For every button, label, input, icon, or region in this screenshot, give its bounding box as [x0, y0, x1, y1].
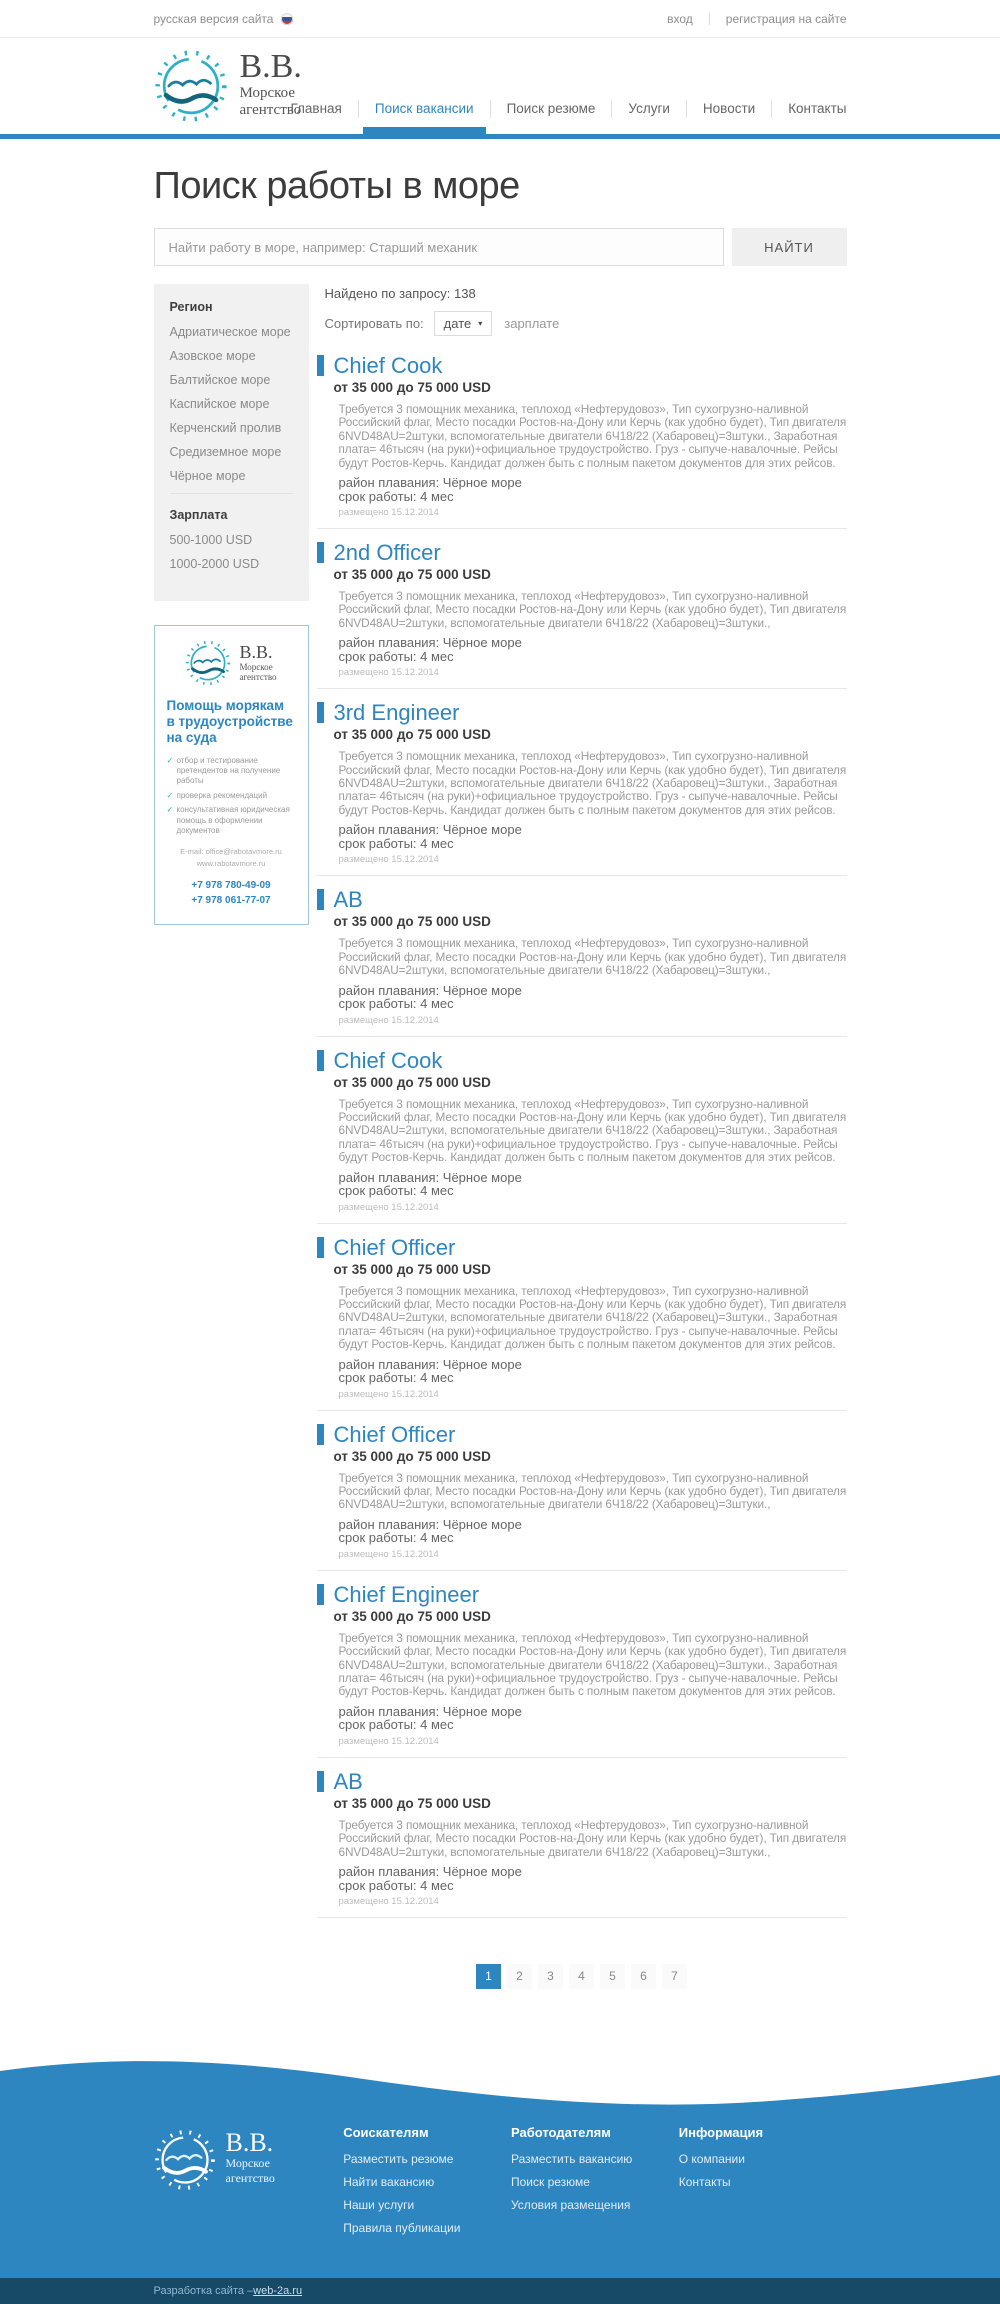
- search-button[interactable]: НАЙТИ: [732, 228, 847, 266]
- banner-heading: Помощь морякам в трудоустройстве на суда: [166, 698, 293, 746]
- pagination: [317, 1964, 847, 1989]
- title-marker: [317, 355, 324, 376]
- job-term: срок работы: 4 мес: [338, 488, 454, 504]
- wave-decoration: [0, 2049, 1000, 2119]
- footer-link-placement-terms[interactable]: Условия размещения: [510, 2198, 631, 2213]
- footer-link-find-vacancy[interactable]: Найти вакансию: [343, 2175, 435, 2190]
- filter-region-kerch[interactable]: Керченский пролив: [169, 421, 282, 435]
- bottom-credits-bar: [0, 2278, 1000, 2304]
- chevron-down-icon: ▾: [478, 319, 483, 328]
- footer-link-publication-rules[interactable]: Правила публикации: [343, 2221, 461, 2236]
- title-marker: [317, 542, 324, 563]
- title-marker: [317, 1237, 324, 1258]
- job-title-text: Chief Cook: [333, 353, 443, 378]
- job-sailing-area: район плавания: Чёрное море: [338, 635, 522, 651]
- job-salary: от 35 000 до 75 000 USD: [333, 1448, 491, 1464]
- footer-logo-word-2: агентство: [225, 2170, 275, 2185]
- job-sailing-area: район плавания: Чёрное море: [338, 982, 522, 998]
- job-term: срок работы: 4 мес: [338, 1717, 454, 1733]
- sort-selected-value: дате: [443, 316, 472, 331]
- anchor-sun-logo-icon: [154, 2129, 216, 2191]
- results-count: Найдено по запросу: 138: [324, 286, 476, 301]
- nav-item-home[interactable]: [274, 100, 357, 118]
- job-sailing-area: район плавания: Чёрное море: [338, 822, 522, 838]
- footer-link-post-vacancy[interactable]: Разместить вакансию: [510, 2152, 633, 2167]
- job-description: Требуется 3 помощник механика, теплоход «Нефтерудовоз», Тип сухогрузно-наливной Российский флаг, Место посадки Ростов-на-Дону или Керчь (как удобно будет), Тип двигателя 6NVD48AU=2штуки, вспомогательные двигатели 6Ч18/22 (Хабаровец)=3штуки.,: [338, 1817, 847, 1859]
- job-term: срок работы: 4 мес: [338, 1877, 454, 1893]
- job-salary: от 35 000 до 75 000 USD: [333, 1261, 491, 1277]
- job-salary: от 35 000 до 75 000 USD: [333, 1608, 491, 1624]
- job-card: [317, 342, 847, 529]
- banner-bullet: ✓ отбор и тестирование претендентов на получение работы: [167, 756, 296, 787]
- developer-site-link[interactable]: web-2a.ru: [253, 2285, 303, 2298]
- banner-bullet: ✓ консультативная юридическая помощь в оформлении документов: [167, 805, 296, 836]
- pagination-page-5[interactable]: 5: [600, 1964, 625, 1989]
- job-description: Требуется 3 помощник механика, теплоход «Нефтерудовоз», Тип сухогрузно-наливной Российский флаг, Место посадки Ростов-на-Дону или Керчь (как удобно будет), Тип двигателя 6NVD48AU=2штуки, вспомогательные двигатели 6Ч18/22 (Хабаровец)=3штуки., Заработная плата= 46тысяч (на руки)+официальное трудоустройство. Груз - сыпуче-навалочные. Рейсы будут Ростов-Керчь. Кандидат должен быть с полным пакетом документов для этих рейсов.: [338, 1630, 847, 1699]
- footer-column-employers: [511, 2125, 679, 2244]
- job-description: Требуется 3 помощник механика, теплоход «Нефтерудовоз», Тип сухогрузно-наливной Российский флаг, Место посадки Ростов-на-Дону или Керчь (как удобно будет), Тип двигателя 6NVD48AU=2штуки, вспомогательные двигатели 6Ч18/22 (Хабаровец)=3штуки.,: [338, 1470, 847, 1512]
- job-title-text: AB: [333, 1768, 363, 1794]
- banner-logo-word-1: Морское: [239, 661, 273, 672]
- title-marker: [317, 1584, 324, 1605]
- pagination-page-4[interactable]: 4: [569, 1964, 594, 1989]
- sort-by-date-dropdown[interactable]: [434, 311, 493, 336]
- job-term: срок работы: 4 мес: [338, 1530, 454, 1546]
- pagination-page-7[interactable]: 7: [662, 1964, 687, 1989]
- job-title-text: 2nd Officer: [333, 540, 441, 566]
- job-posted-date: размещено 15.12.2014: [338, 1735, 439, 1747]
- banner-bullet: ✓ проверка рекомендаций: [167, 791, 296, 801]
- job-card: [317, 1571, 847, 1758]
- job-salary: от 35 000 до 75 000 USD: [333, 1795, 491, 1811]
- job-title-link[interactable]: [317, 540, 847, 566]
- login-link[interactable]: вход: [667, 11, 693, 26]
- nav-item-services[interactable]: [611, 100, 686, 118]
- banner-bullet-list: [167, 756, 296, 837]
- nav-link-contacts[interactable]: Контакты: [788, 101, 847, 116]
- topbar: [0, 0, 1000, 38]
- job-card: [317, 876, 847, 1036]
- job-title-link[interactable]: [317, 1768, 847, 1794]
- job-title-text: Chief Officer: [333, 1234, 456, 1260]
- nav-item-contacts[interactable]: [771, 100, 846, 118]
- job-title-text: Chief Cook: [333, 1047, 443, 1073]
- footer-column-title: Соискателям: [343, 2125, 429, 2141]
- job-salary: от 35 000 до 75 000 USD: [333, 727, 491, 743]
- banner-site: www.rabotavmore.ru: [196, 858, 266, 868]
- job-posted-date: размещено 15.12.2014: [338, 1548, 439, 1560]
- job-salary: от 35 000 до 75 000 USD: [333, 1074, 491, 1090]
- job-sailing-area: район плавания: Чёрное море: [338, 475, 522, 491]
- credits-text: Разработка сайта –: [153, 2285, 254, 2298]
- nav-link-home[interactable]: Главная: [290, 101, 342, 116]
- job-term: срок работы: 4 мес: [338, 1183, 454, 1199]
- footer-logo-word-1: Морское: [225, 2156, 270, 2171]
- filters-sidebar: [154, 284, 309, 1989]
- main-navigation: [274, 100, 846, 118]
- job-posted-date: размещено 15.12.2014: [338, 507, 439, 519]
- pagination-page-1[interactable]: 1: [476, 1964, 501, 1989]
- filter-region-title: Регион: [169, 300, 213, 314]
- job-term: срок работы: 4 мес: [338, 996, 454, 1011]
- agency-ad-banner[interactable]: [154, 625, 309, 925]
- job-title-text: 3rd Engineer: [333, 700, 460, 726]
- job-term: срок работы: 4 мес: [338, 835, 454, 851]
- logo-word-2: агентство: [239, 101, 302, 118]
- footer-link-about[interactable]: О компании: [678, 2152, 745, 2167]
- anchor-sun-logo-icon: [154, 49, 228, 123]
- footer-logo-initials: В.В.: [225, 2128, 274, 2158]
- sort-by-salary-link[interactable]: зарплате: [504, 316, 560, 331]
- job-card: [317, 529, 847, 689]
- job-sailing-area: район плавания: Чёрное море: [338, 1516, 522, 1532]
- job-title-link[interactable]: [317, 355, 847, 376]
- nav-link-news[interactable]: Новости: [702, 101, 756, 116]
- job-salary: от 35 000 до 75 000 USD: [333, 914, 491, 930]
- footer-link-our-services[interactable]: Наши услуги: [343, 2198, 415, 2213]
- pagination-page-3[interactable]: 3: [538, 1964, 563, 1989]
- footer: [0, 1989, 1000, 2304]
- filter-region-baltic[interactable]: Балтийское море: [169, 373, 271, 387]
- filter-region-adriatic[interactable]: Адриатическое море: [169, 325, 291, 339]
- job-posted-date: размещено 15.12.2014: [338, 854, 439, 866]
- job-sailing-area: район плавания: Чёрное море: [338, 1703, 522, 1719]
- filter-salary-500-1000[interactable]: 500-1000 USD: [169, 533, 253, 547]
- job-description: Требуется 3 помощник механика, теплоход «Нефтерудовоз», Тип сухогрузно-наливной Российский флаг, Место посадки Ростов-на-Дону или Керчь (как удобно будет), Тип двигателя 6NVD48AU=2штуки, вспомогательные двигатели 6Ч18/22 (Хабаровец)=3штуки., Заработная плата= 46тысяч (на руки)+официальное трудоустройство. Груз - сыпуче-навалочные. Рейсы будут Ростов-Керчь. Кандидат должен быть с полным пакетом документов для этих рейсов.: [338, 1283, 847, 1352]
- footer-column-title: Работодателям: [510, 2125, 611, 2141]
- job-posted-date: размещено 15.12.2014: [338, 1388, 439, 1400]
- footer-link-contacts[interactable]: Контакты: [678, 2175, 731, 2190]
- register-link[interactable]: регистрация на сайте: [725, 11, 847, 26]
- job-title-link[interactable]: [317, 1234, 847, 1260]
- title-marker: [317, 889, 324, 910]
- job-title-text: Chief Engineer: [333, 1581, 480, 1607]
- job-title-link[interactable]: [317, 700, 847, 726]
- title-marker: [317, 702, 324, 723]
- job-salary: от 35 000 до 75 000 USD: [333, 567, 491, 583]
- search-input[interactable]: [154, 228, 724, 266]
- pagination-page-6[interactable]: 6: [631, 1964, 656, 1989]
- russian-flag-icon[interactable]: [281, 13, 293, 25]
- banner-phone-1: +7 978 780-49-09: [191, 879, 271, 891]
- search-results: [317, 284, 847, 1989]
- region-filter-list: [170, 325, 293, 483]
- footer-link-post-resume[interactable]: Разместить резюме: [343, 2152, 454, 2167]
- job-term: срок работы: 4 мес: [338, 1370, 454, 1386]
- job-description: Требуется 3 помощник механика, теплоход «Нефтерудовоз», Тип сухогрузно-наливной Российский флаг, Место посадки Ростов-на-Дону или Керчь (как удобно будет), Тип двигателя 6NVD48AU=2штуки, вспомогательные двигатели 6Ч18/22 (Хабаровец)=3штуки.,: [338, 936, 847, 978]
- job-posted-date: размещено 15.12.2014: [338, 1201, 439, 1213]
- job-title-link[interactable]: [317, 887, 847, 913]
- job-title-link[interactable]: [317, 1581, 847, 1607]
- footer-logo[interactable]: [154, 2125, 344, 2244]
- salary-filter-list: [170, 533, 293, 571]
- job-posted-date: размещено 15.12.2014: [338, 1896, 439, 1908]
- nav-link-vacancy-search[interactable]: Поиск вакансии: [374, 101, 474, 116]
- footer-column-title: Информация: [678, 2125, 764, 2141]
- job-description: Требуется 3 помощник механика, теплоход «Нефтерудовоз», Тип сухогрузно-наливной Российский флаг, Место посадки Ростов-на-Дону или Керчь (как удобно будет), Тип двигателя 6NVD48AU=2штуки, вспомогательные двигатели 6Ч18/22 (Хабаровец)=3штуки., Заработная плата= 46тысяч (на руки)+официальное трудоустройство. Груз - сыпуче-навалочные. Рейсы будут Ростов-Керчь. Кандидат должен быть с полным пакетом документов для этих рейсов.: [338, 749, 847, 817]
- nav-item-news[interactable]: [686, 100, 771, 118]
- job-card: [317, 1224, 847, 1411]
- banner-logo-word-2: агентство: [239, 672, 277, 683]
- anchor-sun-logo-icon: [185, 640, 231, 686]
- job-sailing-area: район плавания: Чёрное море: [338, 1356, 522, 1372]
- sort-controls: [325, 311, 847, 336]
- job-title-text: AB: [333, 887, 363, 913]
- nav-item-resume-search[interactable]: [490, 100, 612, 118]
- filter-region-black-sea[interactable]: Чёрное море: [169, 469, 246, 483]
- title-marker: [317, 1424, 324, 1445]
- job-sailing-area: район плавания: Чёрное море: [338, 1864, 522, 1880]
- job-salary: от 35 000 до 75 000 USD: [333, 380, 491, 395]
- job-posted-date: размещено 15.12.2014: [338, 1014, 439, 1026]
- footer-column-seekers: [343, 2125, 511, 2244]
- filter-panel: [154, 284, 309, 601]
- filter-region-caspian[interactable]: Каспийское море: [169, 397, 270, 411]
- banner-phone-2: +7 978 061-77-07: [191, 894, 271, 906]
- job-title-text: Chief Officer: [333, 1421, 456, 1447]
- job-card: [317, 1037, 847, 1224]
- logo-word-1: Морское: [239, 84, 295, 101]
- job-title-link[interactable]: [317, 1421, 847, 1447]
- search-bar: [154, 228, 847, 266]
- job-description: Требуется 3 помощник механика, теплоход «Нефтерудовоз», Тип сухогрузно-наливной Российский флаг, Место посадки Ростов-на-Дону или Керчь (как удобно будет), Тип двигателя 6NVD48AU=2штуки, вспомогательные двигатели 6Ч18/22 (Хабаровец)=3штуки.,: [338, 589, 847, 630]
- sort-label: Сортировать по:: [324, 316, 424, 331]
- job-title-link[interactable]: [317, 1047, 847, 1073]
- filter-region-mediterranean[interactable]: Средиземное море: [169, 445, 282, 459]
- header: [0, 38, 1000, 139]
- job-description: Требуется 3 помощник механика, теплоход «Нефтерудовоз», Тип сухогрузно-наливной Российский флаг, Место посадки Ростов-на-Дону или Керчь (как удобно будет), Тип двигателя 6NVD48AU=2штуки, вспомогательные двигатели 6Ч18/22 (Хабаровец)=3штуки., Заработная плата= 46тысяч (на руки)+официальное трудоустройство. Груз - сыпуче-навалочные. Рейсы будут Ростов-Керчь. Кандидат должен быть с полным пакетом документов для этих рейсов.: [338, 402, 847, 470]
- job-term: срок работы: 4 мес: [338, 648, 454, 664]
- title-marker: [317, 1050, 324, 1071]
- nav-link-resume-search[interactable]: Поиск резюме: [506, 101, 596, 116]
- job-posted-date: размещено 15.12.2014: [338, 667, 439, 679]
- logo-initials: В.В.: [239, 48, 302, 85]
- pagination-page-2[interactable]: 2: [507, 1964, 532, 1989]
- language-label[interactable]: русская версия сайта: [153, 11, 274, 26]
- job-description: Требуется 3 помощник механика, теплоход «Нефтерудовоз», Тип сухогрузно-наливной Российский флаг, Место посадки Ростов-на-Дону или Керчь (как удобно будет), Тип двигателя 6NVD48AU=2штуки, вспомогательные двигатели 6Ч18/22 (Хабаровец)=3штуки., Заработная плата= 46тысяч (на руки)+официальное трудоустройство. Груз - сыпуче-навалочные. Рейсы будут Ростов-Керчь. Кандидат должен быть с полным пакетом документов для этих рейсов.: [338, 1096, 847, 1165]
- filter-salary-1000-2000[interactable]: 1000-2000 USD: [169, 557, 260, 571]
- page-title: Поиск работы в море: [153, 165, 520, 207]
- footer-column-info: [679, 2125, 847, 2244]
- job-card: [317, 1411, 847, 1571]
- nav-link-services[interactable]: Услуги: [628, 101, 670, 116]
- banner-email: E-mail: office@rabotavmore.ru: [180, 847, 282, 857]
- topbar-divider: [709, 13, 710, 25]
- filter-salary-title: Зарплата: [169, 508, 228, 522]
- banner-logo-initials: В.В.: [239, 641, 273, 662]
- title-marker: [317, 1771, 324, 1792]
- footer-link-resume-search[interactable]: Поиск резюме: [510, 2175, 590, 2190]
- filter-divider: [170, 493, 293, 494]
- job-card: [317, 689, 847, 876]
- job-card: [317, 1758, 847, 1918]
- nav-item-vacancy-search[interactable]: [358, 100, 490, 118]
- filter-region-azov[interactable]: Азовское море: [169, 349, 256, 363]
- job-sailing-area: район плавания: Чёрное море: [338, 1169, 522, 1185]
